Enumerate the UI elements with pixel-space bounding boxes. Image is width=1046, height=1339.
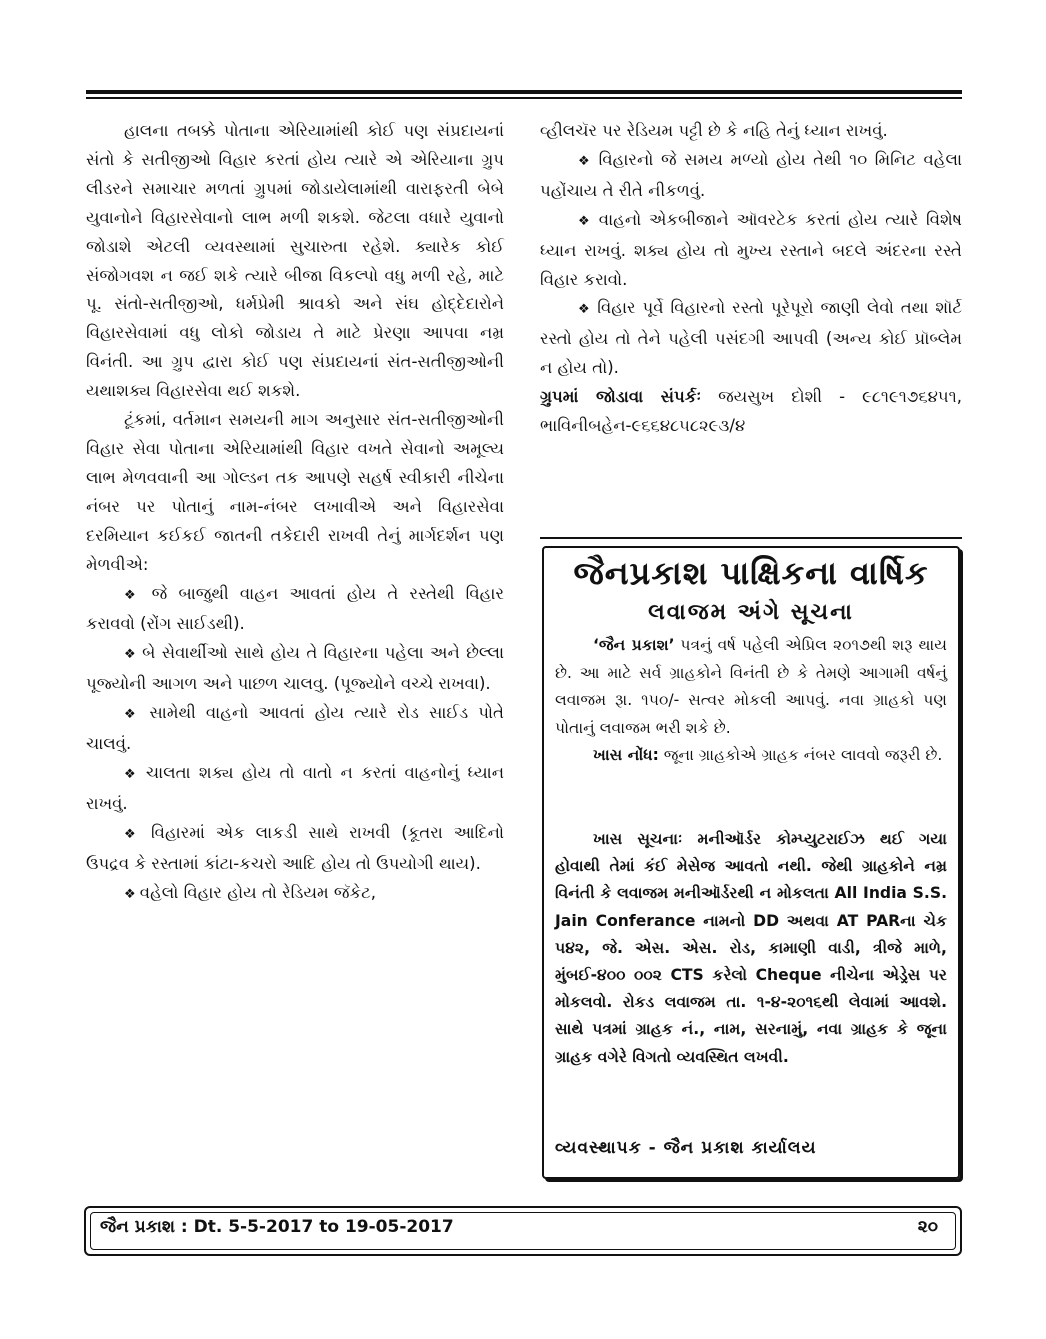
left-paragraph: હાલના તબક્કે પોતાના એરિયામાંથી કોઈ પણ સંપ્રદાયનાં સંતો કે સતીજીઓ વિહાર કરતાં હોય ત્યારે એ એરિયાના ગ્રુપ લીડરને સમાચાર મળતાં ગ્રુપમાં જોડાયેલામાંથી વારાફરતી બેબે યુવાનોને વિહારસેવાનો લાભ મળી શકશે. જેટલા વધારે યુવાનો જોડાશે એટલી વ્યવસ્થામાં સુચારુતા રહેશે. ક્યારેક કોઈ સંજોગવશ ન જઈ શકે ત્યારે બીજા વિકલ્પો વધુ મળી રહે, માટે પૂ. સંતો-સતીજીઓ, ધર્મપ્રેમી શ્રાવકો અને સંઘ હોદ્દેદારોને વિહારસેવામાં વધુ લોકો જોડાય તે માટે પ્રેરણા આપવા નમ્ર વિનંતી. આ ગ્રુપ દ્વારા કોઈ પણ સંપ્રદાયનાં સંત-સતીજીઓની યથાશક્ય વિહારસેવા થઈ શકશે. [86, 121, 504, 401]
notice-paragraph-2 [555, 742, 947, 770]
left-bullet-item [86, 879, 504, 910]
notice-paragraph-1-text: પત્રનું વર્ષ પહેલી એપ્રિલ ૨૦૧૭થી શરૂ થાય છે. આ માટે સર્વ ગ્રાહકોને વિનંતી છે કે તેમણે આગામી વર્ષનું લવાજમ રૂા. ૧૫૦/- સત્વર મોકલી આપવું. નવા ગ્રાહકો પણ પોતાનું લવાજમ ભરી શકે છે. [555, 636, 947, 737]
notice-signature: વ્યવસ્થાપક - જૈન પ્રકાશ કાર્યાલય [555, 1138, 817, 1158]
bullet-diamond-icon: ❖ [124, 647, 143, 663]
bullet-diamond-icon: ❖ [578, 213, 599, 229]
left-bullet-text: વિહારમાં એક લાકડી સાથે રાખવી (કૂતરા આદિનો ઉપદ્રવ કે રસ્તામાં કાંટા-કચરો આદિ હોય તો ઉપયોગી થાય). [86, 822, 504, 873]
left-bullet-text: સામેથી વાહનો આવતાં હોય ત્યારે રોડ સાઈડ પોતે ચાલવું. [86, 703, 504, 754]
left-bullet-item [86, 819, 504, 879]
contact-details: જયસુખ દોશી - ૯૮૧૯૧૭૬૪૫૧, ભાવિનીબહેન-૯૬૬૪૮૫૮૨૯૩/૪ [540, 387, 962, 436]
right-bullet-item [540, 294, 962, 383]
bullet-diamond-icon: ❖ [124, 587, 152, 603]
right-bullet-text: વિહાર પૂર્વે વિહારનો રસ્તો પૂરેપૂરો જાણી લેવો તથા શૉર્ટ રસ્તો હોય તો તેને પહેલી પસંદગી આપવી (અન્ય કોઈ પ્રૉબ્લેમ ન હોય તો). [540, 298, 962, 378]
notice-paragraph-2-text: જૂના ગ્રાહકોએ ગ્રાહક નંબર લાવવો જરૂરી છે. [658, 746, 943, 765]
notice-important-block [555, 826, 947, 1071]
bullet-diamond-icon: ❖ [124, 766, 146, 782]
right-bullet-text: વિહારનો જે સમય મળ્યો હોય તેથી ૧૦ મિનિટ વહેલા પહોંચાય તે રીતે નીકળવું. [540, 149, 962, 200]
page-footer [84, 1206, 962, 1256]
right-bullet-item [540, 206, 962, 295]
notice-subtitle: લવાજમ અંગે સૂચના [648, 600, 854, 625]
left-bullet-item [86, 699, 504, 759]
right-paragraph: વ્હીલચૅર પર રેડિયમ પટ્ટી છે કે નહિ તેનું ધ્યાન રાખવું. [540, 121, 888, 140]
left-bullet-item [86, 759, 504, 819]
notice-paragraph-1 [555, 632, 947, 742]
notice-paragraph-3: ખાસ સૂચનાઃ મનીઑર્ડર કોમ્પ્યુટરાઈઝ થઈ ગયા હોવાથી તેમાં કંઈ મેસેજ આવતો નથી. જેથી ગ્રાહકોને નમ્ર વિનંતી કે લવાજમ મનીઑર્ડરથી ન મોકલતા All India S.S. Jain Conferance નામનો DD અથવા AT PARના ચેક ૫૪૨, જે. એસ. એસ. રોડ, કામાણી વાડી, ત્રીજે માળે, મુંબઈ-૪૦૦ ૦૦૨ CTS કરેલો Cheque નીચેના એડ્રેસ પર મોકલવો. રોકડ લવાજમ તા. ૧-૪-૨૦૧૬થી લેવામાં આવશે. સાથે પત્રમાં ગ્રાહક નં., નામ, સરનામું, નવા ગ્રાહક કે જૂના ગ્રાહક વગેરે વિગતો વ્યવસ્થિત લખવી. [555, 830, 947, 1066]
contact-line [540, 383, 962, 441]
right-bullet-item [540, 146, 962, 206]
subscription-notice-box [542, 546, 960, 1179]
left-bullet-item [86, 639, 504, 699]
left-bullet-text: જે બાજુથી વાહન આવતાં હોય તે રસ્તેથી વિહાર કરાવવો (રોંગ સાઈડથી). [86, 583, 504, 634]
footer-publication-dates: જૈન પ્રકાશ : Dt. 5-5-2017 to 19-05-2017 [100, 1217, 454, 1237]
left-bullet-text: ચાલતા શક્ય હોય તો વાતો ન કરતાં વાહનોનું ધ્યાન રાખવું. [86, 762, 504, 813]
left-bullet-text: બે સેવાર્થીઓ સાથે હોય તે વિહારના પહેલા અને છેલ્લા પૂજ્યોની આગળ અને પાછળ ચાલવુ. (પૂજ્યોને વચ્ચે રાખવા). [86, 643, 504, 694]
column-divider-rule [540, 537, 962, 539]
bullet-diamond-icon: ❖ [578, 153, 599, 169]
header-rule [86, 90, 962, 102]
bullet-diamond-icon: ❖ [124, 707, 150, 723]
bullet-diamond-icon: ❖ [578, 302, 598, 318]
contact-label: ગ્રુપમાં જોડાવા સંપર્કઃ [540, 387, 702, 407]
notice-title: જૈનપ્રકાશ પાક્ષિકના વાર્ષિક [573, 554, 929, 592]
notice-body [555, 632, 947, 770]
left-bullet-item [86, 580, 504, 640]
page-number: ૨૦ [917, 1217, 938, 1237]
notice-paragraph-1-emphasis: ‘જૈન પ્રકાશ’ [593, 636, 675, 654]
bullet-diamond-icon: ❖ [124, 826, 151, 842]
bullet-diamond-icon: ❖ [124, 886, 140, 902]
left-paragraph: ટૂંકમાં, વર્તમાન સમયની માગ અનુસાર સંત-સતીજીઓની વિહાર સેવા પોતાના એરિયામાંથી વિહાર વખતે સેવાનો અમૂલ્ય લાભ મેળવવાની આ ગોલ્ડન તક આપણે સહર્ષ સ્વીકારી નીચેના નંબર પર પોતાનું નામ-નંબર લખાવીએ અને વિહારસેવા દરમિયાન કઈકઈ જાતની તકેદારી રાખવી તેનું માર્ગદર્શન પણ મેળવીએ: [86, 410, 504, 574]
left-column [86, 117, 504, 909]
right-bullet-text: વાહનો એકબીજાને ઑવરટેક કરતાં હોય ત્યારે વિશેષ ધ્યાન રાખવું. શક્ય હોય તો મુખ્ય રસ્તાને બદલે અંદરના રસ્તે વિહાર કરાવો. [540, 209, 962, 289]
right-column [540, 117, 962, 441]
notice-paragraph-2-emphasis: ખાસ નોંધ: [593, 746, 659, 765]
left-bullet-text: વહેલો વિહાર હોય તો રેડિયમ જૅકેટ, [139, 882, 376, 902]
